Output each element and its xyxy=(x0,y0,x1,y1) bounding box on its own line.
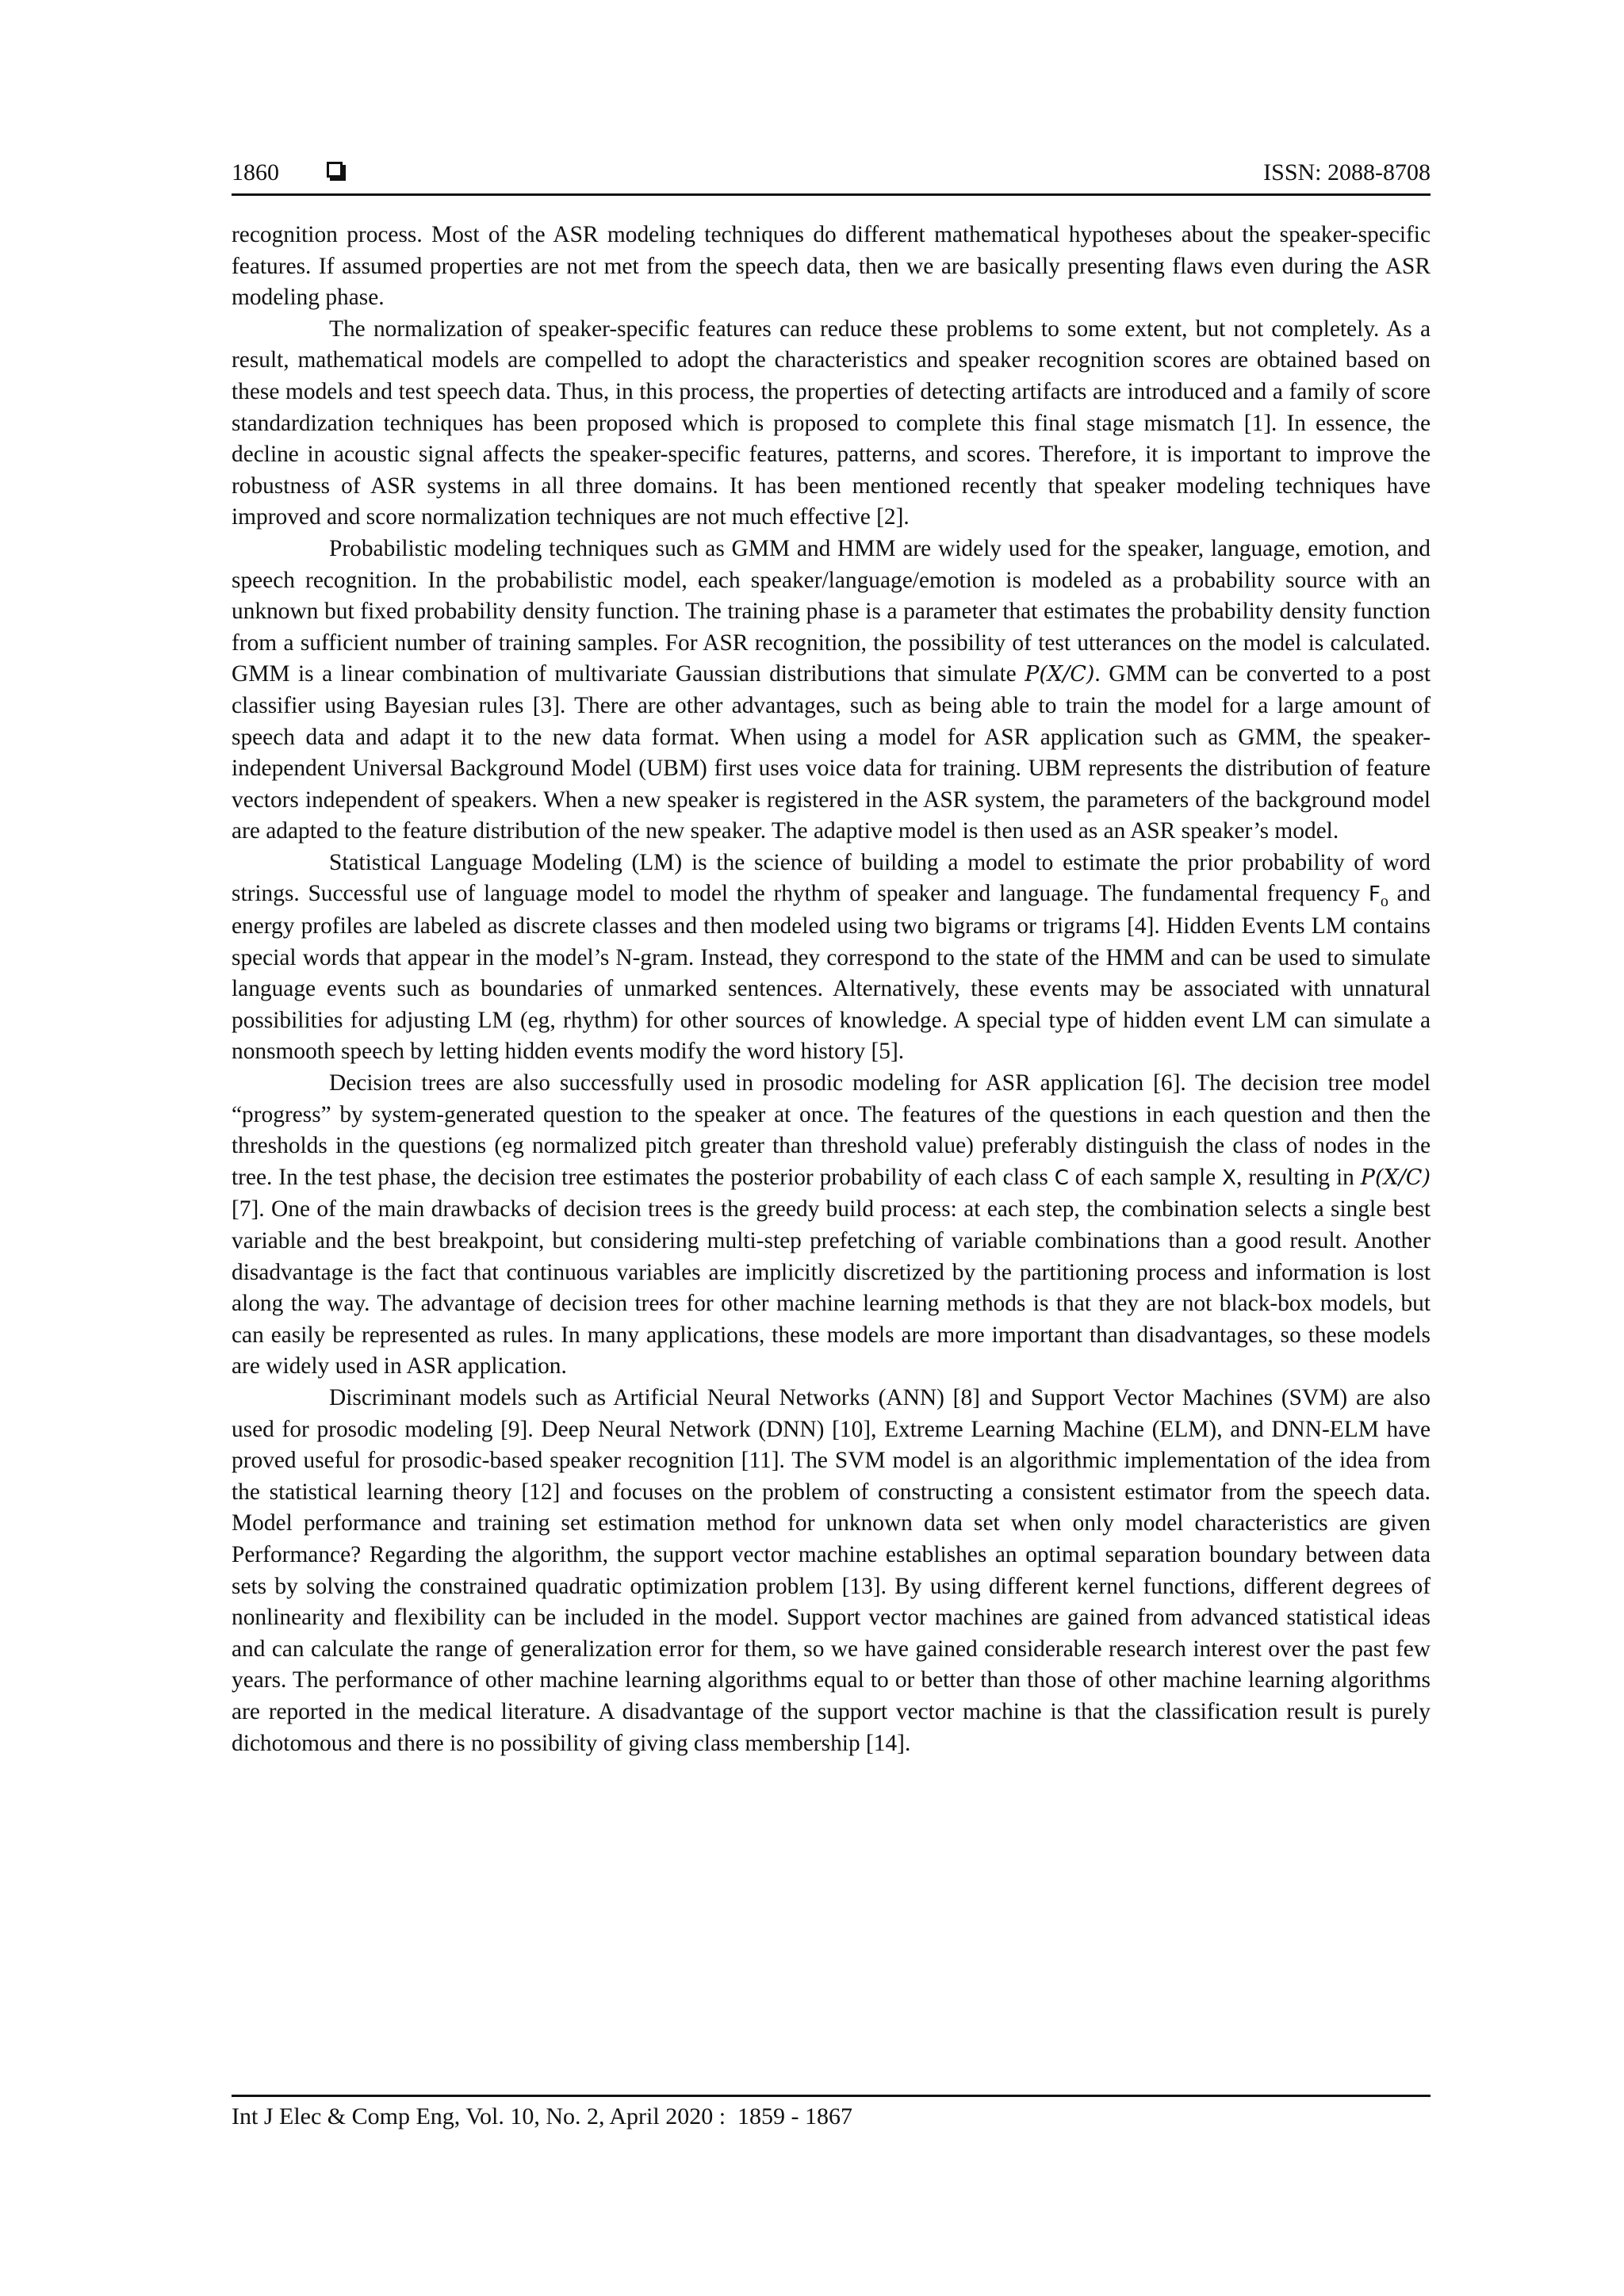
math-expression: P(X/C) xyxy=(1025,662,1095,687)
paragraph xyxy=(232,534,1431,848)
issn-label: ISSN: 2088-8708 xyxy=(1263,159,1431,186)
text-run: Discriminant models such as Artificial Neural Networks (ANN) [8] and Support Vector Machines (SVM) are also used for prosodic modeling [9]. Deep Neural Network (DNN) [10], Extreme Learning Machine (ELM), and DNN-ELM have proved useful for prosodic-based speaker recognition [11]. The SVM model is an algorithmic implementation of the idea from the statistical learning theory [12] and focuses on the problem of constructing a consistent estimator from the speech data. Model performance and training set estimation method for unknown data set when only model characteristics are given Performance? Regarding the algorithm, the support vector machine establishes an optimal separation boundary between data sets by solving the constrained quadratic optimization problem [13]. By using different kernel functions, different degrees of nonlinearity and flexibility can be included in the model. Support vector machines are gained from advanced statistical ideas and can calculate the range of generalization error for them, so we have gained considerable research interest over the past few years. The performance of other machine learning algorithms equal to or better than those of other machine learning algorithms are reported in the medical literature. A disadvantage of the support vector machine is that the classification result is purely dichotomous and there is no possibility of giving class membership [14]. xyxy=(232,1384,1431,1756)
paragraph xyxy=(232,848,1431,1068)
paragraph xyxy=(232,1383,1431,1759)
text-run: recognition process. Most of the ASR modeling techniques do different mathematical hypotheses about the speaker-specific features. If assumed properties are not met from the speech data, then we are basically presenting flaws even during the ASR modeling phase. xyxy=(232,222,1431,311)
header-rule xyxy=(232,193,1431,196)
text-run: Decision trees are also successfully used in prosodic modeling for ASR application [6]. The decision tree model “progress” by system-generated question to the speaker at once. The features of the questions in each question and then the thresholds in the questions (eg normalized pitch greater than threshold value) preferably distinguish the class of nodes in the tree. In the test phase, the decision tree estimates the posterior probability of each class xyxy=(232,1070,1431,1190)
paragraph xyxy=(232,314,1431,534)
text-run: The normalization of speaker-specific features can reduce these problems to some extent, but not completely. As a result, mathematical models are compelled to adopt the characteristics and speaker recognition scores are obtained based on these models and test speech data. Thus, in this process, the properties of detecting artifacts are introduced and a family of score standardization techniques has been proposed which is proposed to complete this final stage mismatch [1]. In essence, the decline in acoustic signal affects the speaker-specific features, patterns, and scores. Therefore, it is important to improve the robustness of ASR systems in all three domains. It has been mentioned recently that speaker modeling techniques have improved and score normalization techniques are not much effective [2]. xyxy=(232,316,1431,530)
footer-citation: Int J Elec & Comp Eng, Vol. 10, No. 2, April 2020 : 1859 - 1867 xyxy=(232,2103,853,2130)
body-text xyxy=(232,220,1431,1759)
subscript: o xyxy=(1380,893,1388,911)
text-run: . GMM can be converted to a post classifier using Bayesian rules [3]. There are other advantages, such as being able to train the model for a large amount of speech data and adapt it to the new data format. When using a model for ASR application such as GMM, the speaker-independent Universal Background Model (UBM) first uses voice data for training. UBM represents the distribution of feature vectors independent of speakers. When a new speaker is registered in the ASR system, the parameters of the background model are adapted to the feature distribution of the new speaker. The adaptive model is then used as an ASR speaker’s model. xyxy=(232,661,1431,844)
math-expression: P(X/C) xyxy=(1360,1165,1431,1190)
text-run: [7]. One of the main drawbacks of decision trees is the greedy build process: at each step, the combination selects a single best variable and the best breakpoint, but considering multi-step prefetching of variable combinations than a good result. Another disadvantage is the fact that continuous variables are implicitly discretized by the partitioning process and information is lost along the way. The advantage of decision trees for other machine learning methods is that they are not black-box models, but can easily be represented as rules. In many applications, these models are more important than disadvantages, so these models are widely used in ASR application. xyxy=(232,1196,1431,1380)
footer-rule xyxy=(232,2095,1431,2097)
paragraph xyxy=(232,220,1431,314)
page-number: 1860 xyxy=(232,159,279,186)
variable: C xyxy=(1054,1165,1069,1190)
square-bullet-icon xyxy=(327,162,343,178)
page-header xyxy=(232,152,1431,193)
text-run: of each sample xyxy=(1068,1164,1223,1190)
paragraph xyxy=(232,1068,1431,1383)
text-run: and energy profiles are labeled as discrete classes and then modeled using two bigrams or trigrams [4]. Hidden Events LM contains special words that appear in the model’s N-gram. Instead, they correspond to the state of the HMM and can be used to simulate language events such as boundaries of unmarked sentences. Alternatively, these events may be associated with unnatural possibilities for adjusting LM (eg, rhythm) for other sources of knowledge. A special type of hidden event LM can simulate a nonsmooth speech by letting hidden events modify the word history [5]. xyxy=(232,881,1431,1065)
variable: X xyxy=(1222,1165,1236,1190)
text-run: Probabilistic modeling techniques such as GMM and HMM are widely used for the speaker, language, emotion, and speech recognition. In the probabilistic model, each speaker/language/emotion is modeled as a probability source with an unknown but fixed probability density function. The training phase is a parameter that estimates the probability density function from a sufficient number of training samples. For ASR recognition, the possibility of test utterances on the model is calculated. GMM is a linear combination of multivariate Gaussian distributions that simulate xyxy=(232,535,1431,687)
variable: F xyxy=(1368,882,1381,907)
text-run: Statistical Language Modeling (LM) is the science of building a model to estimate the prior probability of word strings. Successful use of language model to model the rhythm of speaker and language. The fundamental frequency xyxy=(232,849,1431,907)
text-run: , resulting in xyxy=(1235,1164,1361,1190)
